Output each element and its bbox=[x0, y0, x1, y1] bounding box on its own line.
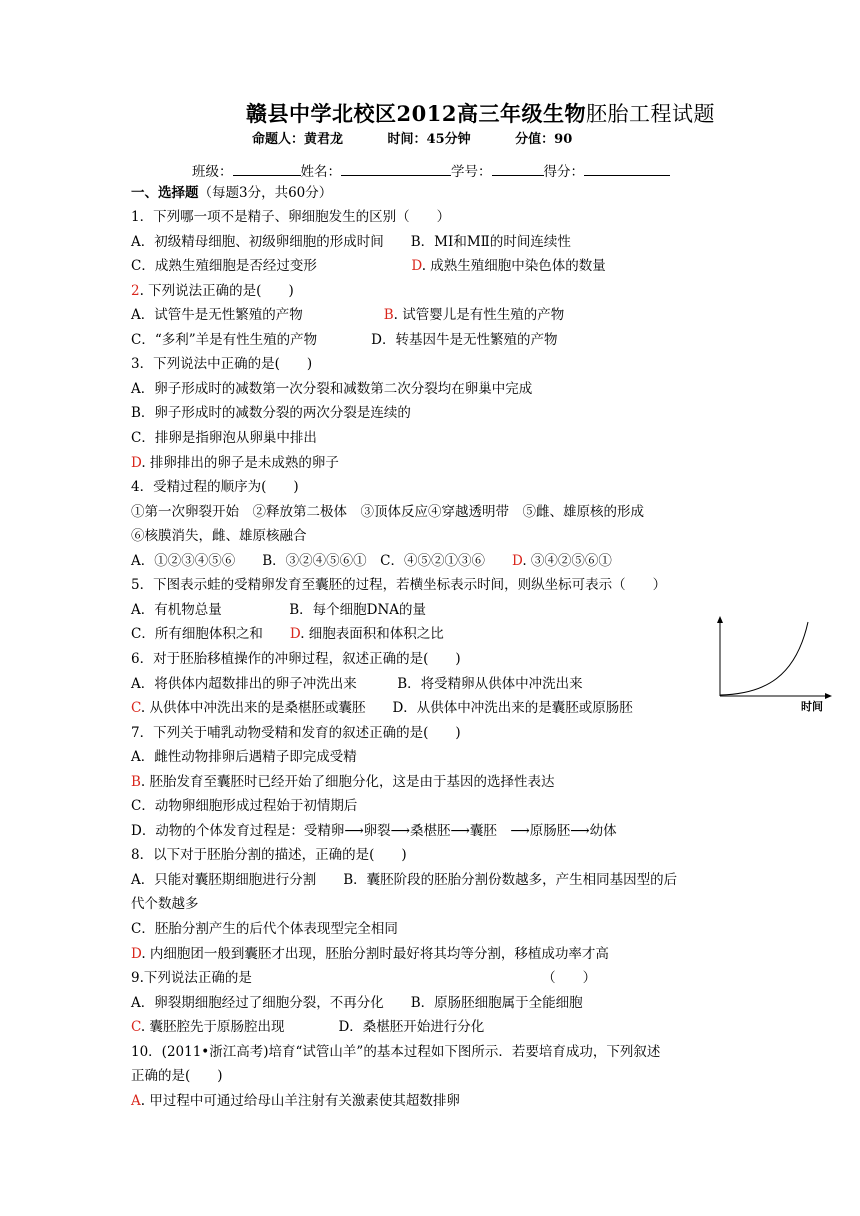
question-line bbox=[131, 650, 461, 668]
score-label: 分值：90 bbox=[515, 132, 573, 147]
time-label: 时间：45分钟 bbox=[387, 132, 471, 147]
line-text: D．动物的个体发育过程是：受精卵⟶卵裂⟶桑椹胚⟶囊胚 ⟶原肠胚⟶幼体 bbox=[131, 822, 617, 839]
question-line bbox=[131, 1043, 660, 1061]
question-line bbox=[131, 625, 444, 643]
student-fields bbox=[192, 160, 670, 180]
page-title bbox=[246, 98, 715, 128]
line-text-tail: . 细胞表面积和体积之比 bbox=[300, 626, 444, 643]
question-line bbox=[131, 797, 357, 815]
number-field[interactable] bbox=[492, 162, 544, 176]
answer-mark: D bbox=[131, 454, 142, 471]
author-label: 命题人：黄君龙 bbox=[252, 132, 344, 147]
line-text-tail: . 胚胎发育至囊胚时已经开始了细胞分化，这是由于基因的选择性表达 bbox=[140, 773, 555, 790]
question-line bbox=[131, 699, 633, 717]
question-line bbox=[131, 478, 299, 496]
line-text: C．动物卵细胞形成过程始于初情期后 bbox=[131, 798, 358, 815]
section-title: 一、选择题 bbox=[131, 185, 199, 201]
question-line bbox=[131, 404, 411, 422]
answer-mark: C bbox=[131, 1019, 141, 1036]
question-line bbox=[131, 748, 357, 766]
line-text: 10．(2011•浙江高考)培育“试管山羊”的基本过程如下图所示．若要培育成功，下列叙述 bbox=[131, 1043, 661, 1060]
line-text: 8．以下对于胚胎分割的描述，正确的是( ) bbox=[131, 847, 407, 864]
section-heading bbox=[131, 184, 332, 202]
class-label: 班级： bbox=[192, 164, 233, 180]
question-line bbox=[131, 1092, 460, 1110]
question-line bbox=[131, 871, 677, 889]
grade-field[interactable] bbox=[584, 162, 670, 176]
line-text-tail: . 排卵排出的卵子是未成熟的卵子 bbox=[141, 454, 339, 471]
question-line bbox=[131, 675, 583, 693]
question-line bbox=[131, 257, 606, 275]
line-text: C．成熟生殖细胞是否经过变形 bbox=[131, 258, 412, 275]
line-text: A．初级精母细胞、初级卵细胞的形成时间 B．MⅠ和MⅡ的时间连续性 bbox=[131, 233, 571, 250]
answer-mark: D bbox=[131, 945, 142, 962]
graph-x-label: 时间 bbox=[801, 700, 823, 713]
question-line bbox=[131, 601, 426, 619]
line-text: A．卵裂期细胞经过了细胞分裂，不再分化 B．原肠胚细胞属于全能细胞 bbox=[131, 994, 583, 1011]
question-line bbox=[131, 1067, 223, 1085]
question-line bbox=[131, 895, 199, 913]
answer-mark: D bbox=[289, 626, 301, 643]
section-note: （每题3分，共60分） bbox=[198, 185, 333, 201]
line-text: 5．下图表示蛙的受精卵发育至囊胚的过程，若横坐标表示时间，则纵坐标可表示（ ） bbox=[131, 577, 667, 594]
line-text-tail: . 下列说法正确的是( ) bbox=[139, 282, 294, 299]
question-line bbox=[131, 331, 557, 349]
line-text-tail: . 内细胞团一般到囊胚才出现，胚胎分割时最好将其均等分割，移植成功率才高 bbox=[141, 945, 609, 962]
answer-mark: 2 bbox=[131, 282, 140, 299]
question-line bbox=[131, 576, 666, 594]
title-sub: 胚胎工程试题 bbox=[585, 102, 715, 126]
answer-mark: B bbox=[383, 307, 394, 324]
question-line bbox=[131, 454, 339, 472]
curve-line bbox=[720, 622, 808, 695]
question-line bbox=[131, 552, 612, 570]
line-text-tail: . 甲过程中可通过给母山羊注射有关激素使其超数排卵 bbox=[140, 1092, 460, 1109]
question-line bbox=[131, 503, 644, 521]
line-text: 代个数越多 bbox=[131, 896, 199, 913]
line-text: C．排卵是指卵泡从卵巢中排出 bbox=[131, 430, 317, 446]
question-line bbox=[131, 233, 571, 251]
question-line bbox=[131, 920, 398, 938]
question-line bbox=[131, 945, 609, 963]
line-text: C．“多利”羊是有性生殖的产物 D．转基因牛是无性繁殖的产物 bbox=[131, 331, 558, 348]
title-main: 赣县中学北校区2012高三年级生物 bbox=[246, 101, 586, 126]
line-text: A．有机物总量 B．每个细胞DNA的量 bbox=[131, 601, 427, 618]
answer-mark: A bbox=[131, 1092, 141, 1109]
number-label: 学号： bbox=[451, 164, 492, 180]
answer-mark: D bbox=[411, 258, 422, 275]
line-text-tail: . 从供体中冲洗出来的是桑椹胚或囊胚 D．从供体中冲洗出来的是囊胚或原肠胚 bbox=[140, 700, 633, 716]
line-text: A．试管牛是无性繁殖的产物 bbox=[131, 307, 384, 324]
question-line bbox=[131, 1018, 484, 1036]
line-text: 4．受精过程的顺序为( ) bbox=[131, 479, 299, 496]
line-text: A．雌性动物排卵后遇精子即完成受精 bbox=[131, 749, 357, 766]
question-line bbox=[131, 527, 307, 545]
line-text-tail: . 试管婴儿是有性生殖的产物 bbox=[393, 307, 565, 324]
name-label: 姓名： bbox=[300, 164, 341, 180]
x-axis-arrow bbox=[825, 693, 832, 699]
grade-label: 得分： bbox=[543, 164, 584, 180]
line-text: 9.下列说法正确的是 （ ） bbox=[131, 970, 597, 987]
question-line bbox=[131, 208, 450, 226]
question-line bbox=[131, 380, 532, 398]
line-text: A．卵子形成时的减数第一次分裂和减数第二次分裂均在卵巢中完成 bbox=[131, 380, 533, 397]
line-text: 7．下列关于哺乳动物受精和发育的叙述正确的是( ) bbox=[131, 724, 461, 741]
question-line bbox=[131, 306, 564, 324]
question-line bbox=[131, 969, 596, 987]
question-line bbox=[131, 429, 317, 447]
line-text: A．将供体内超数排出的卵子冲洗出来 B．将受精卵从供体中冲洗出来 bbox=[131, 675, 583, 692]
line-text: 1．下列哪一项不是精子、卵细胞发生的区别（ ） bbox=[131, 209, 451, 225]
question-line bbox=[131, 355, 312, 373]
line-text: C．所有细胞体积之和 bbox=[131, 626, 290, 643]
line-text-tail: . ③④②⑤⑥① bbox=[522, 552, 612, 569]
question-line bbox=[131, 282, 294, 300]
line-text: A．只能对囊胚期细胞进行分割 B．囊胚阶段的胚胎分割份数越多，产生相同基因型的后 bbox=[131, 871, 678, 888]
line-text-tail: . 囊胚腔先于原肠腔出现 D．桑椹胚开始进行分化 bbox=[140, 1019, 485, 1036]
class-field[interactable] bbox=[233, 162, 301, 176]
exam-meta bbox=[252, 128, 612, 147]
answer-mark: B bbox=[131, 773, 141, 790]
name-field[interactable] bbox=[341, 162, 451, 176]
line-text: C．胚胎分割产生的后代个体表现型完全相同 bbox=[131, 921, 398, 937]
line-text-tail: . 成熟生殖细胞中染色体的数量 bbox=[421, 258, 606, 275]
question-line bbox=[131, 822, 617, 840]
question-line bbox=[131, 773, 555, 791]
question-line bbox=[131, 724, 461, 742]
line-text: ①第一次卵裂开始 ②释放第二极体 ③顶体反应④穿越透明带 ⑤雌、雄原核的形成 bbox=[131, 503, 644, 520]
line-text: 3．下列说法中正确的是( ) bbox=[131, 356, 313, 373]
line-text: ⑥核膜消失，雌、雄原核融合 bbox=[131, 528, 307, 545]
line-text: 6．对于胚胎移植操作的冲卵过程，叙述正确的是( ) bbox=[131, 650, 461, 667]
line-text: 正确的是( ) bbox=[131, 1068, 223, 1085]
line-text: A．①②③④⑤⑥ B．③②④⑤⑥① C．④⑤②①③⑥ bbox=[131, 552, 512, 569]
question-line bbox=[131, 994, 583, 1012]
answer-mark: D bbox=[512, 552, 523, 569]
y-axis-arrow bbox=[717, 616, 723, 623]
answer-mark: C bbox=[131, 700, 141, 716]
line-text: B．卵子形成时的减数分裂的两次分裂是连续的 bbox=[131, 405, 411, 422]
question-line bbox=[131, 846, 407, 864]
